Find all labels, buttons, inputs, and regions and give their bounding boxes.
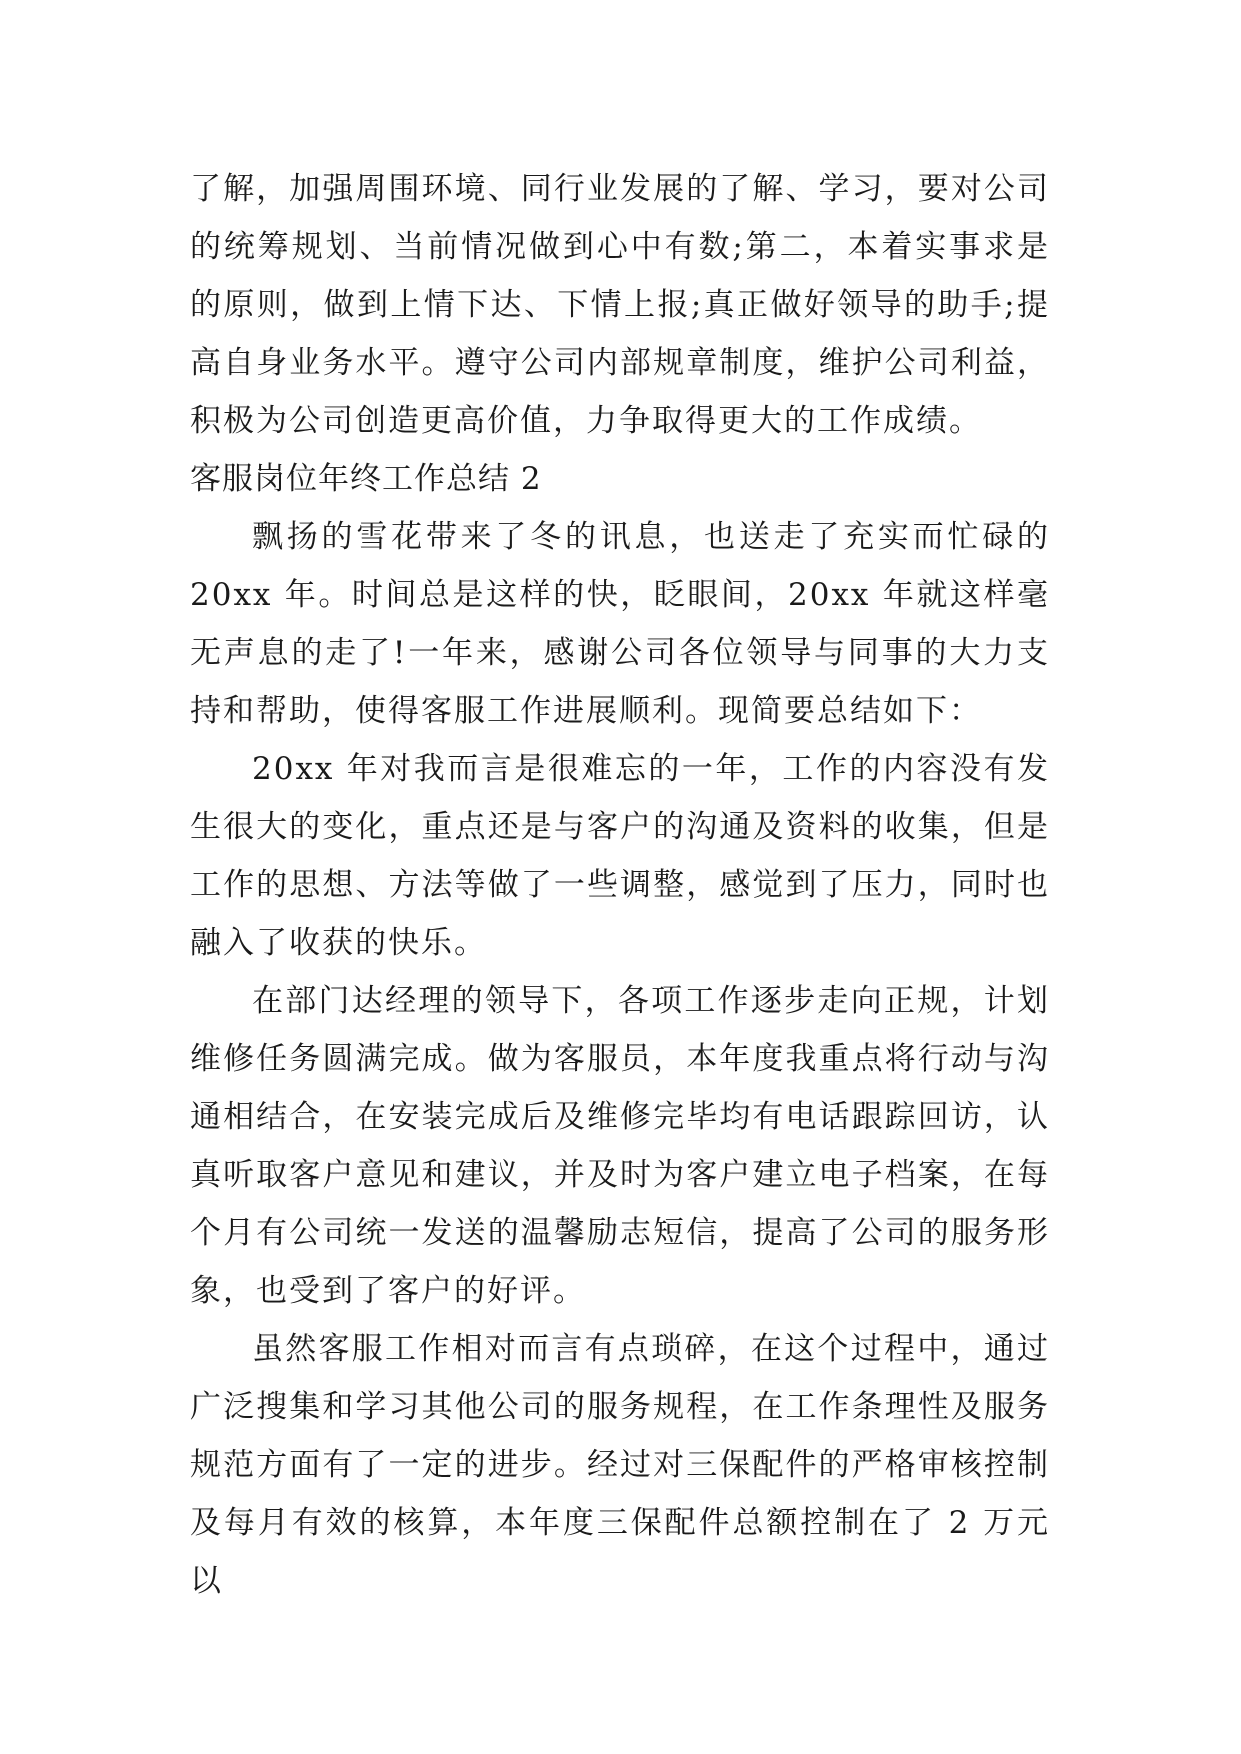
paragraph-1: 飘扬的雪花带来了冬的讯息，也送走了充实而忙碌的 20xx 年。时间总是这样的快，眨眼间，20xx 年就这样毫无声息的走了!一年来，感谢公司各位领导与同事的大力支持和帮助，使得客服工作进展顺利。现简要总结如下： <box>190 519 1050 729</box>
paragraph-3: 在部门达经理的领导下，各项工作逐步走向正规，计划维修任务圆满完成。做为客服员，本年度我重点将行动与沟通相结合，在安装完成后及维修完毕均有电话跟踪回访，认真听取客户意见和建议，并及时为客户建立电子档案，在每个月有公司统一发送的温馨励志短信，提高了公司的服务形象，也受到了客户的好评。 <box>190 983 1050 1309</box>
paragraph-2: 20xx 年对我而言是很难忘的一年，工作的内容没有发生很大的变化，重点还是与客户的沟通及资料的收集，但是工作的思想、方法等做了一些调整，感觉到了压力，同时也融入了收获的快乐。 <box>190 751 1050 961</box>
continued-paragraph: 了解，加强周围环境、同行业发展的了解、学习，要对公司的统筹规划、当前情况做到心中有数;第二，本着实事求是的原则，做到上情下达、下情上报;真正做好领导的助手;提高自身业务水平。遵守公司内部规章制度，维护公司利益，积极为公司创造更高价值，力争取得更大的工作成绩。 <box>190 171 1050 439</box>
section-title: 客服岗位年终工作总结 2 <box>190 461 542 497</box>
document-body <box>190 160 1050 1610</box>
paragraph-4: 虽然客服工作相对而言有点琐碎，在这个过程中，通过广泛搜集和学习其他公司的服务规程，在工作条理性及服务规范方面有了一定的进步。经过对三保配件的严格审核控制及每月有效的核算，本年度三保配件总额控制在了 2 万元以 <box>190 1331 1050 1599</box>
